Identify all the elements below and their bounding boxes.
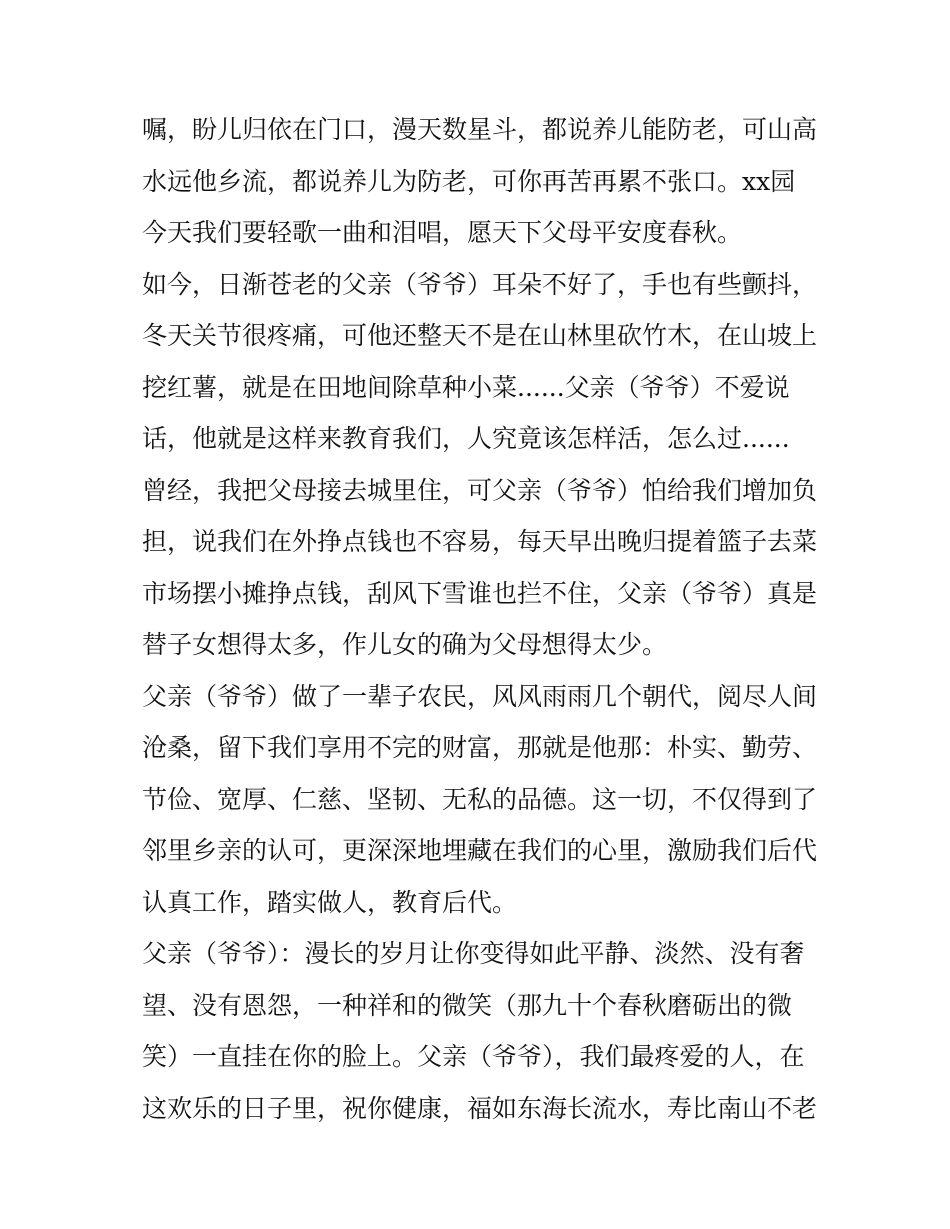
- text-line: 挖红薯，就是在田地间除草种小菜......父亲（爷爷）不爱说: [142, 372, 790, 402]
- text-line: 水远他乡流，都说养儿为防老，可你再苦再累不张口。xx园: [142, 166, 796, 196]
- text-line: 替子女想得太多，作儿女的确为父母想得太少。: [142, 630, 668, 659]
- text-line: 望、没有恩怨，一种祥和的微笑（那九十个春秋磨砺出的微: [142, 990, 793, 1020]
- text-line: 认真工作，踏实做人，教育后代。: [142, 887, 518, 917]
- document-body: [142, 104, 822, 1134]
- text-line: 节俭、宽厚、仁慈、坚韧、无私的品德。这一切，不仅得到了: [142, 784, 818, 814]
- text-line: 父亲（爷爷）做了一辈子农民，风风雨雨几个朝代，阅尽人间: [142, 681, 818, 711]
- text-line: 这欢乐的日子里，祝你健康，福如东海长流水，寿比南山不老: [142, 1093, 818, 1123]
- text-line: 如今，日渐苍老的父亲（爷爷）耳朵不好了，手也有些颤抖，: [142, 269, 818, 299]
- text-line: 担，说我们在外挣点钱也不容易，每天早出晚归提着篮子去菜: [142, 527, 818, 556]
- text-line: 市场摆小摊挣点钱，刮风下雪谁也拦不住，父亲（爷爷）真是: [142, 578, 818, 608]
- text-line: 沧桑，留下我们享用不完的财富，那就是他那：朴实、勤劳、: [142, 733, 818, 762]
- text-line: 冬天关节很疼痛，可他还整天不是在山林里砍竹木，在山坡上: [142, 321, 818, 350]
- text-line: 嘱，盼儿归依在门口，漫天数星斗，都说养儿能防老，可山高: [142, 115, 818, 144]
- text-line: 父亲（爷爷）：漫长的岁月让你变得如此平静、淡然、没有奢: [142, 939, 805, 968]
- text-line: 邻里乡亲的认可，更深深地埋藏在我们的心里，激励我们后代: [142, 836, 818, 865]
- text-line: 今天我们要轻歌一曲和泪唱，愿天下父母平安度春秋。: [142, 218, 743, 247]
- text-line: 话，他就是这样来教育我们，人究竟该怎样活，怎么过......: [142, 424, 790, 453]
- text-line: 曾经，我把父母接去城里住，可父亲（爷爷）怕给我们增加负: [142, 475, 818, 505]
- text-line: 笑）一直挂在你的脸上。父亲（爷爷），我们最疼爱的人，在: [142, 1042, 805, 1071]
